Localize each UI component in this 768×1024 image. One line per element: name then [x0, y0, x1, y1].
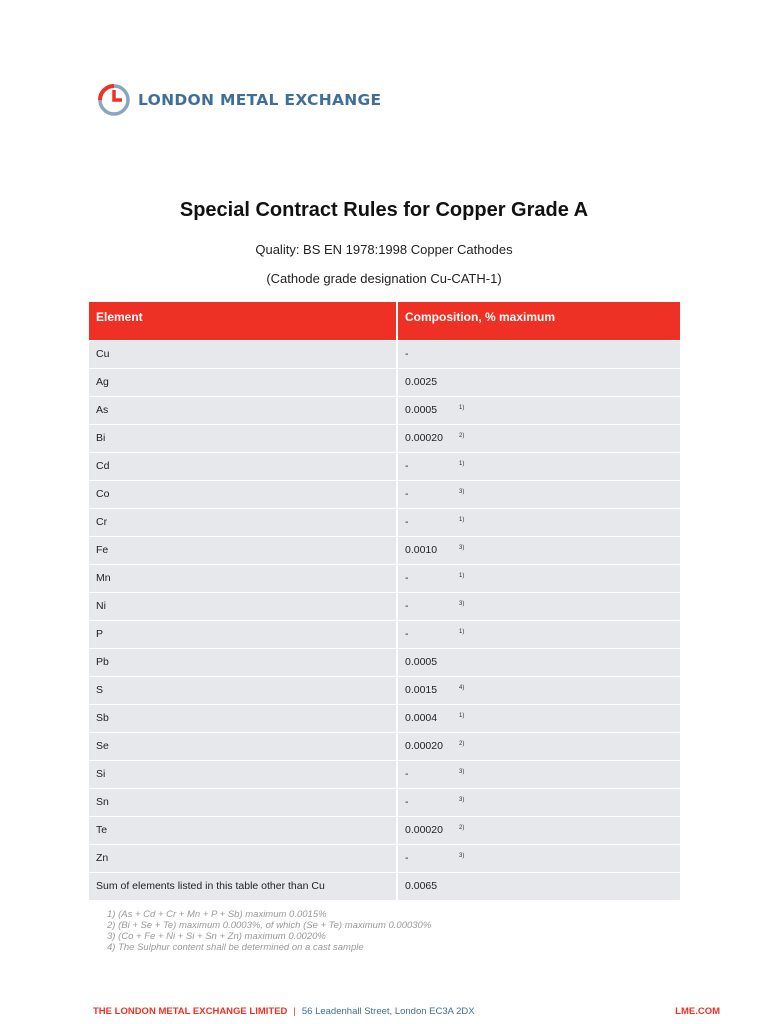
- composition-cell: [397, 564, 680, 592]
- composition-cell: [397, 536, 680, 564]
- element-cell: Se: [89, 732, 397, 760]
- footnotes: [107, 909, 431, 953]
- composition-value: -: [405, 768, 409, 780]
- element-cell: Cr: [89, 508, 397, 536]
- table-row: [89, 368, 680, 396]
- page-footer: [93, 1006, 720, 1017]
- footnote: 3) (Co + Fe + Ni + Si + Sn + Zn) maximum 0.0020%: [107, 931, 326, 942]
- table-row: [89, 648, 680, 676]
- table-row: [89, 676, 680, 704]
- element-cell: Si: [89, 760, 397, 788]
- footnote-ref: 3): [459, 545, 465, 551]
- table-row: [89, 480, 680, 508]
- composition-cell: [397, 620, 680, 648]
- element-cell: Ag: [89, 368, 397, 396]
- table-row: [89, 592, 680, 620]
- composition-value: -: [405, 488, 409, 500]
- composition-value: 0.0005: [405, 656, 438, 668]
- footer-website-link[interactable]: LME.COM: [675, 1006, 720, 1017]
- element-cell: Te: [89, 816, 397, 844]
- footnote-ref: 3): [459, 489, 465, 495]
- composition-cell: [397, 844, 680, 872]
- composition-value: 0.0015: [405, 684, 438, 696]
- composition-cell: [397, 648, 680, 676]
- footer-address: 56 Leadenhall Street, London EC3A 2DX: [301, 1006, 475, 1017]
- composition-cell: [397, 368, 680, 396]
- composition-value: 0.0025: [405, 376, 438, 388]
- composition-cell: [397, 340, 680, 368]
- composition-value: 0.00020: [405, 824, 443, 836]
- footnote-ref: 2): [459, 741, 465, 747]
- element-cell: Mn: [89, 564, 397, 592]
- footnote: 1) (As + Cd + Cr + Mn + P + Sb) maximum 0.0015%: [107, 909, 327, 920]
- element-cell: Fe: [89, 536, 397, 564]
- element-cell: Cu: [89, 340, 397, 368]
- footnote-ref: 3): [459, 797, 465, 803]
- footnote-ref: 3): [459, 601, 465, 607]
- composition-cell: [397, 592, 680, 620]
- table-row: [89, 564, 680, 592]
- table-row: [89, 508, 680, 536]
- composition-value: 0.0005: [405, 404, 438, 416]
- composition-table: [89, 302, 680, 900]
- element-cell: Sum of elements listed in this table other than Cu: [89, 872, 397, 900]
- logo-text: LONDON METAL EXCHANGE: [138, 91, 382, 109]
- lme-logo-icon: [92, 80, 132, 120]
- composition-value: -: [405, 516, 409, 528]
- composition-cell: [397, 676, 680, 704]
- composition-value: -: [405, 796, 409, 808]
- footnote-ref: 3): [459, 769, 465, 775]
- footer-separator: |: [293, 1006, 296, 1017]
- composition-cell: [397, 816, 680, 844]
- table-row: [89, 452, 680, 480]
- table-row: [89, 844, 680, 872]
- composition-cell: [397, 760, 680, 788]
- footnote: 2) (Bi + Se + Te) maximum 0.0003%, of which (Se + Te) maximum 0.00030%: [107, 920, 432, 931]
- table-header-row: [89, 302, 680, 340]
- composition-cell: [397, 396, 680, 424]
- composition-value: -: [405, 460, 409, 472]
- composition-value: 0.00020: [405, 740, 443, 752]
- footnote-ref: 1): [459, 405, 465, 411]
- table-row: [89, 760, 680, 788]
- element-cell: Sb: [89, 704, 397, 732]
- composition-cell: [397, 732, 680, 760]
- element-cell: Co: [89, 480, 397, 508]
- quality-line: Quality: BS EN 1978:1998 Copper Cathodes: [255, 242, 513, 257]
- composition-value: -: [405, 348, 409, 360]
- composition-cell: [397, 704, 680, 732]
- designation-line: (Cathode grade designation Cu-CATH-1): [266, 271, 502, 286]
- table-row: [89, 732, 680, 760]
- page-title: Special Contract Rules for Copper Grade A: [179, 199, 589, 221]
- header-element: Element: [89, 302, 397, 340]
- element-cell: Ni: [89, 592, 397, 620]
- table-row: [89, 396, 680, 424]
- composition-value: -: [405, 852, 409, 864]
- lme-logo: [92, 80, 381, 120]
- composition-cell: [397, 788, 680, 816]
- table-body: [89, 340, 680, 900]
- footnote-ref: 1): [459, 573, 465, 579]
- element-cell: Zn: [89, 844, 397, 872]
- footnote-ref: 1): [459, 629, 465, 635]
- element-cell: Bi: [89, 424, 397, 452]
- footnote-ref: 2): [459, 825, 465, 831]
- table-row: [89, 620, 680, 648]
- composition-value: -: [405, 628, 409, 640]
- composition-cell: [397, 480, 680, 508]
- composition-value: -: [405, 572, 409, 584]
- table-row: [89, 788, 680, 816]
- table-row: [89, 872, 680, 900]
- footnote-ref: 1): [459, 517, 465, 523]
- element-cell: As: [89, 396, 397, 424]
- table-row: [89, 340, 680, 368]
- footnote-ref: 1): [459, 713, 465, 719]
- composition-cell: [397, 424, 680, 452]
- footnote-ref: 1): [459, 461, 465, 467]
- footnote-ref: 4): [459, 685, 465, 691]
- footer-company: THE LONDON METAL EXCHANGE LIMITED: [93, 1006, 288, 1017]
- element-cell: Cd: [89, 452, 397, 480]
- table-row: [89, 536, 680, 564]
- table-row: [89, 424, 680, 452]
- composition-value: 0.0010: [405, 544, 438, 556]
- header-composition: Composition, % maximum: [397, 302, 680, 340]
- element-cell: Pb: [89, 648, 397, 676]
- composition-cell: [397, 872, 680, 900]
- element-cell: Sn: [89, 788, 397, 816]
- composition-value: 0.0065: [405, 880, 438, 893]
- table-row: [89, 704, 680, 732]
- composition-cell: [397, 508, 680, 536]
- composition-cell: [397, 452, 680, 480]
- composition-value: 0.00020: [405, 432, 443, 444]
- composition-value: -: [405, 600, 409, 612]
- element-cell: S: [89, 676, 397, 704]
- table-row: [89, 816, 680, 844]
- footnote-ref: 2): [459, 433, 465, 439]
- element-cell: P: [89, 620, 397, 648]
- footnote-ref: 3): [459, 853, 465, 859]
- footnote: 4) The Sulphur content shall be determined on a cast sample: [107, 942, 364, 953]
- composition-value: 0.0004: [405, 712, 438, 724]
